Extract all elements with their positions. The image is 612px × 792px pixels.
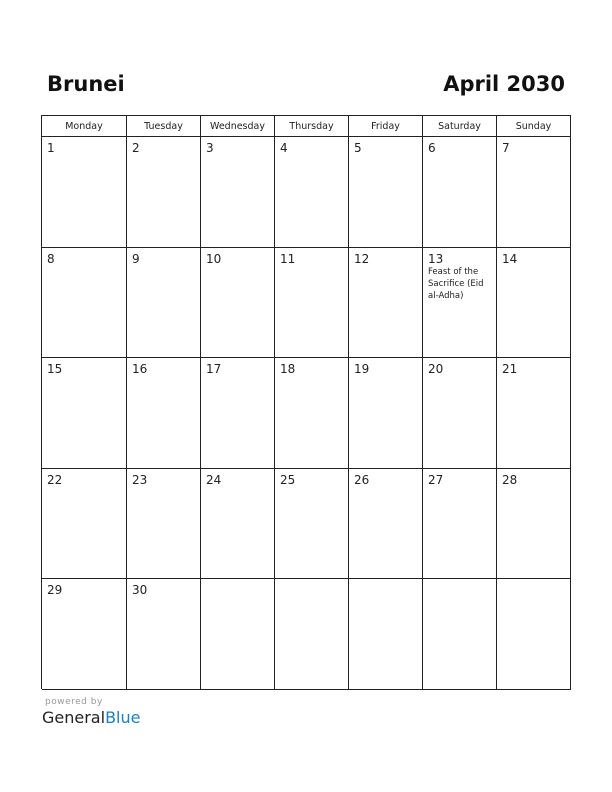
day-cell [201,358,275,469]
day-cell [423,137,497,248]
day-cell [127,137,201,248]
day-cell [201,248,275,358]
day-number: 10 [206,252,222,266]
day-number: 26 [354,473,370,487]
day-number: 13 [428,252,444,266]
day-cell [349,137,423,248]
weekday-thursday: Thursday [275,116,349,137]
day-cell [349,248,423,358]
month-title: April 2030 [443,72,565,96]
holiday-label: Feast of the Sacrifice (Eid al-Adha) [428,267,484,301]
day-number: 16 [132,362,148,376]
day-cell [42,248,127,358]
day-cell [349,358,423,469]
day-number: 18 [280,362,296,376]
day-number: 21 [502,362,518,376]
day-cell [42,358,127,469]
day-number: 14 [502,252,518,266]
day-cell [497,137,571,248]
weekday-saturday: Saturday [423,116,497,137]
day-number: 24 [206,473,222,487]
day-number: 25 [280,473,296,487]
day-number: 6 [428,141,436,155]
country-title: Brunei [47,72,125,96]
day-cell [497,358,571,469]
day-cell [201,469,275,579]
day-cell [42,469,127,579]
brand-general: General [42,708,106,727]
day-number: 11 [280,252,296,266]
day-cell [423,358,497,469]
day-cell [127,248,201,358]
day-number: 8 [47,252,55,266]
day-cell [42,579,127,690]
day-cell [275,469,349,579]
day-number: 29 [47,583,63,597]
day-number: 15 [47,362,63,376]
day-number: 12 [354,252,370,266]
day-cell [275,248,349,358]
day-cell-empty [275,579,349,690]
day-number: 28 [502,473,518,487]
day-cell [275,358,349,469]
day-number: 20 [428,362,444,376]
day-cell-empty [497,579,571,690]
day-cell [42,137,127,248]
day-cell [275,137,349,248]
calendar-grid [41,115,571,689]
day-number: 2 [132,141,140,155]
day-cell [127,579,201,690]
day-cell [127,358,201,469]
day-cell [349,469,423,579]
generalblue-logo[interactable] [42,708,140,727]
day-cell [201,137,275,248]
day-number: 23 [132,473,148,487]
day-cell-empty [349,579,423,690]
weekday-header-row [42,116,571,137]
weekday-wednesday: Wednesday [201,116,275,137]
weekday-sunday: Sunday [497,116,571,137]
day-number: 4 [280,141,288,155]
day-number: 22 [47,473,63,487]
powered-by-text: powered by [45,697,103,707]
day-cell-empty [423,579,497,690]
day-number: 7 [502,141,510,155]
day-cell-holiday [423,248,497,358]
day-number: 27 [428,473,444,487]
day-number: 30 [132,583,148,597]
day-cell [127,469,201,579]
day-number: 1 [47,141,55,155]
day-number: 9 [132,252,140,266]
week-row-5 [42,579,571,690]
day-number: 19 [354,362,370,376]
week-row-2 [42,248,571,358]
day-cell [497,469,571,579]
weekday-monday: Monday [42,116,127,137]
day-number: 17 [206,362,222,376]
weekday-tuesday: Tuesday [127,116,201,137]
week-row-1 [42,137,571,248]
brand-blue: Blue [105,708,141,727]
day-cell [423,469,497,579]
day-cell-empty [201,579,275,690]
week-row-4 [42,469,571,579]
week-row-3 [42,358,571,469]
weekday-friday: Friday [349,116,423,137]
day-cell [497,248,571,358]
day-number: 3 [206,141,214,155]
day-number: 5 [354,141,362,155]
